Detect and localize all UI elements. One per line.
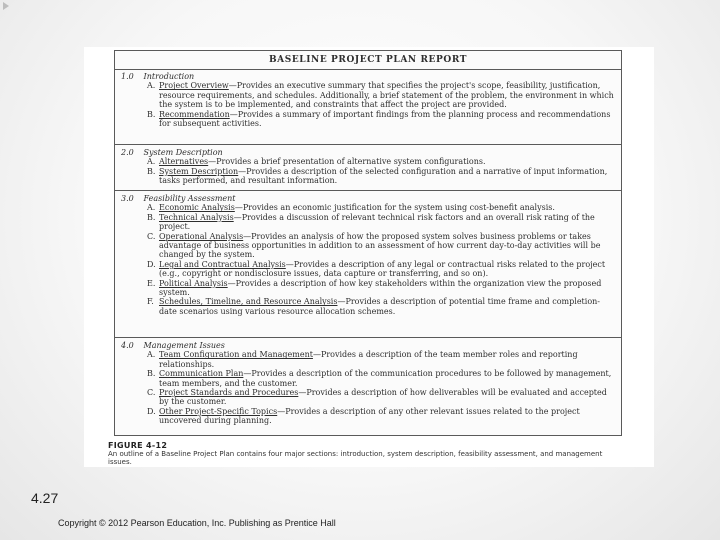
list-item (121, 407, 615, 426)
baseline-project-plan-report (114, 50, 622, 436)
item-text: —Provides a description of potential time frame and completion-date scenarios using various resource allocation schemes. (159, 297, 601, 316)
slide-number: 4.27 (31, 490, 59, 506)
item-text: —Provides an economic justification for the system using cost-benefit analysis. (234, 203, 555, 213)
list-item (121, 279, 615, 298)
item-text: —Provides a description of the communication procedures to be followed by management, team members, and the customer. (159, 369, 612, 388)
item-letter: A. (147, 350, 156, 360)
item-name: Alternatives (159, 157, 209, 167)
item-text: —Provides a description of the team member roles and reporting relationships. (159, 350, 578, 369)
item-text: —Provides a description of any legal or contractual risks related to the project (e.g., copyright or nondisclosure issues, data capture or transferring, and so on). (159, 259, 606, 279)
item-letter: A. (147, 81, 156, 91)
item-letter: D. (147, 259, 156, 269)
item-text: —Provides a description of the selected configuration and a narrative of input information, tasks performed, and resultant information. (159, 166, 608, 186)
item-letter: B. (147, 109, 156, 119)
section-number: 1.0 (121, 72, 134, 81)
slide-bullet-icon (3, 2, 9, 10)
figure-label: FIGURE 4-12 (108, 441, 168, 450)
section-management-issues (115, 339, 621, 435)
section-title: Introduction (143, 72, 195, 81)
item-letter: C. (147, 388, 156, 398)
item-name: Other Project-Specific Topics (159, 406, 278, 416)
item-letter: B. (147, 166, 156, 176)
section-number: 2.0 (121, 148, 134, 157)
section-heading (121, 341, 615, 350)
list-item (121, 81, 615, 109)
item-letter: E. (147, 278, 156, 288)
section-heading (121, 72, 615, 81)
section-title: System Description (143, 148, 223, 157)
section-heading (121, 148, 615, 157)
list-item (121, 157, 615, 166)
list-item (121, 167, 615, 186)
item-letter: C. (147, 231, 156, 241)
item-name: Recommendation (159, 109, 230, 119)
item-letter: B. (147, 212, 156, 222)
item-text: —Provides a description of how key stakeholders within the organization view the proposed system. (159, 278, 602, 298)
list-item (121, 232, 615, 260)
item-letter: A. (147, 203, 156, 213)
list-item (121, 350, 615, 369)
item-letter: A. (147, 157, 156, 167)
item-name: Schedules, Timeline, and Resource Analysis (159, 297, 338, 307)
section-system-description (115, 146, 621, 191)
section-number: 4.0 (121, 341, 134, 350)
item-name: System Description (159, 166, 239, 176)
item-name: Operational Analysis (159, 231, 244, 241)
item-name: Project Overview (159, 81, 229, 91)
list-item (121, 213, 615, 232)
item-text: —Provides an analysis of how the proposed system solves business problems or takes advantage of business opportunities in addition to an assessment of how current day-to-day activities will be changed by the system. (159, 231, 601, 260)
item-letter: F. (147, 297, 154, 307)
item-name: Technical Analysis (159, 212, 234, 222)
item-letter: D. (147, 406, 156, 416)
item-name: Communication Plan (159, 369, 244, 379)
list-item (121, 297, 615, 316)
list-item (121, 388, 615, 407)
section-introduction (115, 70, 621, 145)
item-name: Political Analysis (159, 278, 228, 288)
section-title: Management Issues (143, 341, 225, 350)
section-heading (121, 194, 615, 203)
copyright-footer: Copyright © 2012 Pearson Education, Inc. Publishing as Prentice Hall (58, 518, 336, 528)
list-item (121, 110, 615, 129)
list-item (121, 369, 615, 388)
item-text: —Provides a brief presentation of alternative system configurations. (208, 157, 486, 167)
item-text: —Provides an executive summary that specifies the project's scope, feasibility, justification, resource requirements, and schedules. Additionally, a brief statement of the problem, the environment in which the system is to be implemented, and constraints that affect the project are provided. (159, 81, 614, 110)
item-text: —Provides a description of how deliverables will be evaluated and accepted by the customer. (159, 388, 607, 407)
figure-caption: An outline of a Baseline Project Plan contains four major sections: introduction, system description, feasibility assessment, and management issues. (108, 450, 603, 466)
item-name: Project Standards and Procedures (159, 388, 299, 398)
report-title: BASELINE PROJECT PLAN REPORT (115, 51, 621, 70)
item-text: —Provides a description of any other relevant issues related to the project uncovered during planning. (159, 406, 580, 426)
item-text: —Provides a summary of important findings from the planning process and recommendations for subsequent activities. (159, 109, 611, 129)
list-item (121, 260, 615, 279)
section-number: 3.0 (121, 194, 134, 203)
section-feasibility-assessment (115, 192, 621, 338)
list-item (121, 203, 615, 212)
item-name: Legal and Contractual Analysis (159, 259, 286, 269)
item-text: —Provides a discussion of relevant technical risk factors and an overall risk rating of the project. (159, 212, 595, 232)
item-name: Economic Analysis (159, 203, 235, 213)
item-name: Team Configuration and Management (159, 350, 313, 360)
section-title: Feasibility Assessment (143, 194, 236, 203)
item-letter: B. (147, 369, 156, 379)
figure-image (84, 47, 654, 467)
